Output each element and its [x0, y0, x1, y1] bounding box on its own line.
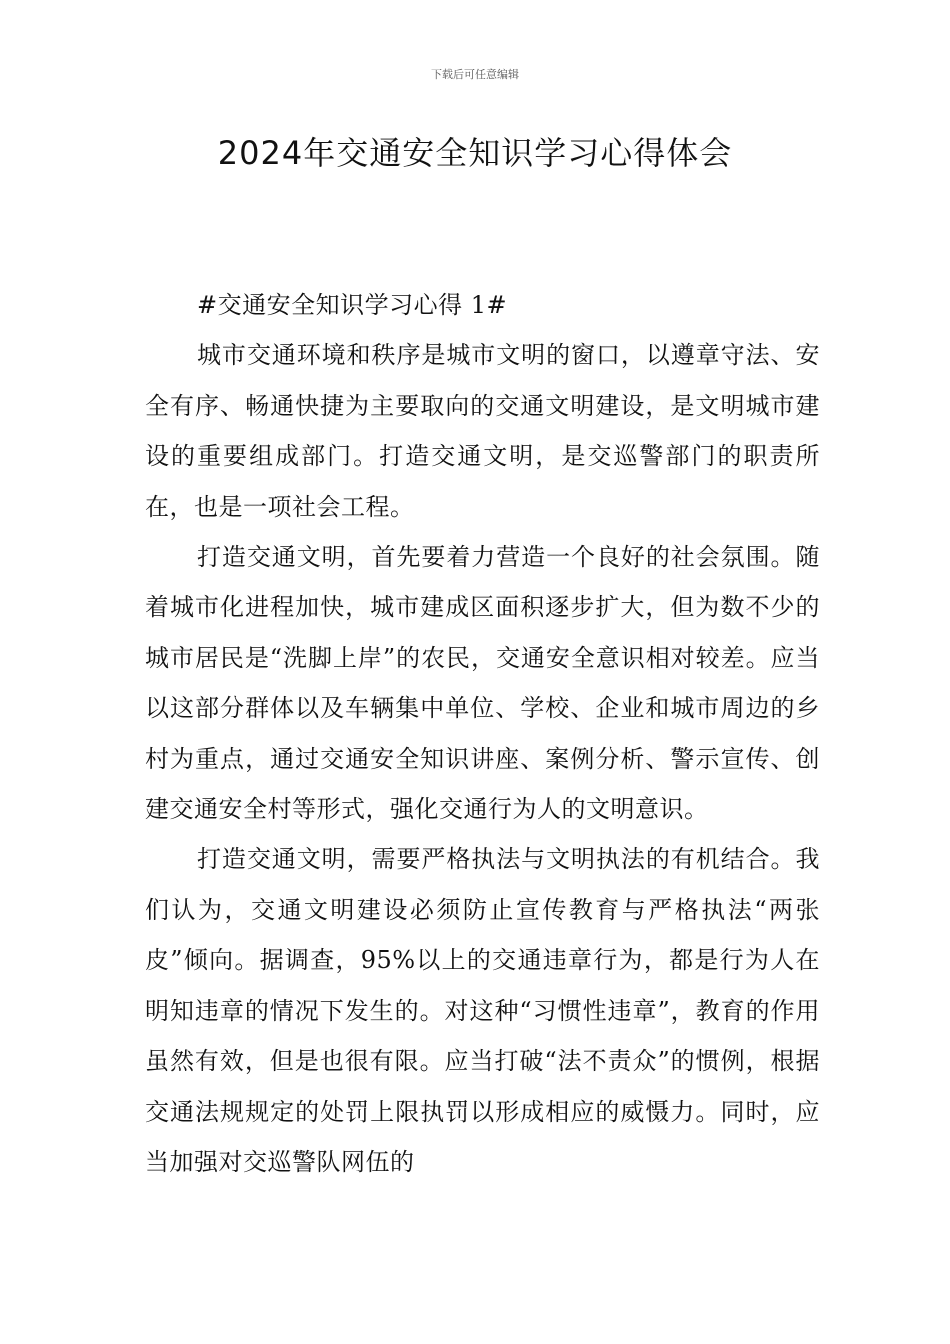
paragraph-1: 城市交通环境和秩序是城市文明的窗口，以遵章守法、安全有序、畅通快捷为主要取向的交通文明建设，是文明城市建设的重要组成部门。打造交通文明，是交巡警部门的职责所在，也是一项社会工程。	[145, 341, 820, 521]
header-note: 下载后可任意编辑	[431, 68, 519, 81]
document-body	[145, 280, 820, 1187]
document-title: 2024年交通安全知识学习心得体会	[217, 134, 733, 172]
paragraph-2: 打造交通文明，首先要着力营造一个良好的社会氛围。随着城市化进程加快，城市建成区面积逐步扩大，但为数不少的城市居民是“洗脚上岸”的农民，交通安全意识相对较差。应当以这部分群体以及车辆集中单位、学校、企业和城市周边的乡村为重点，通过交通安全知识讲座、案例分析、警示宣传、创建交通安全村等形式，强化交通行为人的文明意识。	[145, 543, 820, 824]
paragraph-3: 打造交通文明，需要严格执法与文明执法的有机结合。我们认为，交通文明建设必须防止宣传教育与严格执法“两张皮”倾向。据调查，95%以上的交通违章行为，都是行为人在明知违章的情况下发生的。对这种“习惯性违章”，教育的作用虽然有效，但是也很有限。应当打破“法不责众”的惯例，根据交通法规规定的处罚上限执罚以形成相应的威慑力。同时，应当加强对交巡警队网伍的	[145, 845, 820, 1176]
section-heading: #交通安全知识学习心得 1#	[197, 291, 508, 319]
